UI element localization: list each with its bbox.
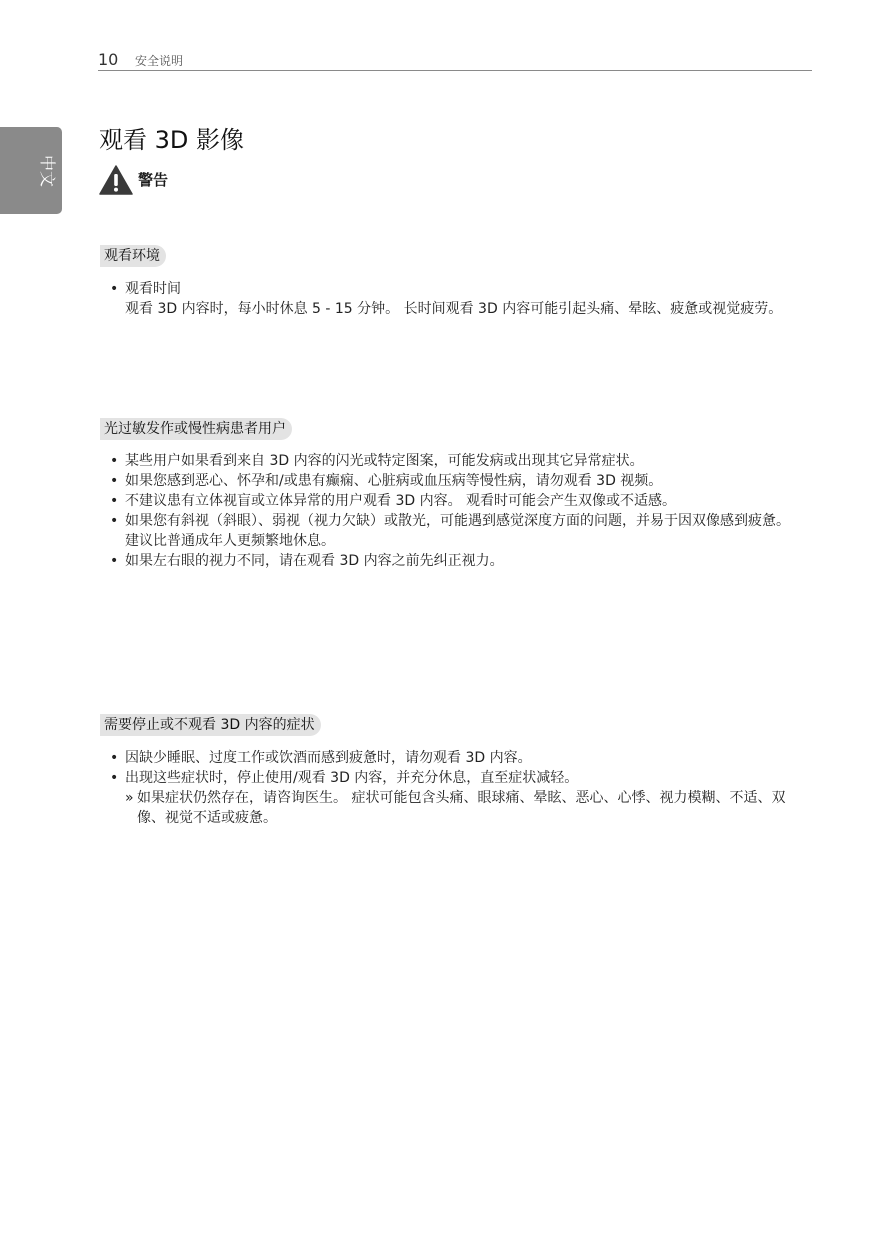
section-heading-viewing-environment: 观看环境 <box>100 245 166 267</box>
list-item: • 如果您感到恶心、怀孕和/或患有癫痫、心脏病或血压病等慢性病，请勿观看 3D 视频。 <box>108 471 798 491</box>
page-section-title: 安全说明 <box>135 54 184 68</box>
warning-triangle-icon <box>99 165 133 195</box>
list-item: • 因缺少睡眠、过度工作或饮酒而感到疲惫时，请勿观看 3D 内容。 <box>108 748 798 768</box>
section-heading-photosensitivity: 光过敏发作或慢性病患者用户 <box>100 418 292 440</box>
list-item: • 不建议患有立体视盲或立体异常的用户观看 3D 内容。 观看时可能会产生双像或不适感。 <box>108 491 798 511</box>
section-list-viewing-environment <box>108 279 798 319</box>
list-item: • 某些用户如果看到来自 3D 内容的闪光或特定图案，可能发病或出现其它异常症状。 <box>108 451 798 471</box>
list-item <box>108 768 798 828</box>
page-title: 观看 3D 影像 <box>99 126 245 154</box>
list-item-note: » 如果症状仍然存在，请咨询医生。 症状可能包含头痛、眼球痛、晕眩、恶心、心悸、视力模糊、不适、双像、视觉不适或疲惫。 <box>125 788 798 828</box>
page-number: 10 <box>98 50 119 69</box>
list-item-text: 出现这些症状时，停止使用/观看 3D 内容，并充分休息，直至症状减轻。 <box>125 770 579 786</box>
list-item-description: 观看 3D 内容时，每小时休息 5 - 15 分钟。 长时间观看 3D 内容可能引起头痛、晕眩、疲惫或视觉疲劳。 <box>125 301 783 317</box>
section-list-photosensitivity <box>108 451 798 571</box>
warning-label: 警告 <box>138 171 169 189</box>
section-heading-stop-symptoms: 需要停止或不观看 3D 内容的症状 <box>100 714 321 736</box>
section-list-stop-symptoms <box>108 748 798 828</box>
list-item: • 如果您有斜视（斜眼）、弱视（视力欠缺）或散光，可能遇到感觉深度方面的问题，并易于因双像感到疲惫。 建议比普通成年人更频繁地休息。 <box>108 511 798 551</box>
page-header <box>98 50 812 71</box>
language-tab-label: 中文 <box>38 155 57 188</box>
list-item: • 如果左右眼的视力不同，请在观看 3D 内容之前先纠正视力。 <box>108 551 798 571</box>
list-item <box>108 279 798 319</box>
list-item-title: 观看时间 <box>125 281 181 297</box>
